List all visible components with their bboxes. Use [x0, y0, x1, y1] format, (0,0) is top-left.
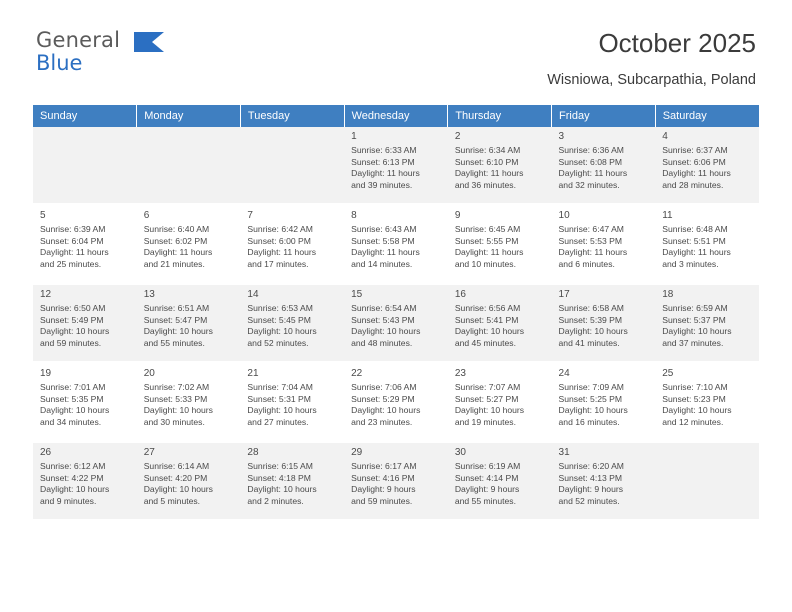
daylight-text: and 52 minutes. — [558, 495, 620, 506]
daylight-text: Daylight: 11 hours — [662, 168, 731, 179]
daylight-text: and 17 minutes. — [247, 258, 309, 269]
sunrise-text: Sunrise: 6:43 AM — [351, 224, 417, 234]
calendar-week-row — [33, 127, 759, 203]
sunset-text: Sunset: 5:43 PM — [351, 314, 415, 325]
daylight-text: Daylight: 10 hours — [143, 484, 213, 495]
sunset-text: Sunset: 4:13 PM — [558, 472, 623, 483]
daylight-text: and 2 minutes. — [247, 495, 304, 506]
daylight-text: and 52 minutes. — [247, 337, 309, 348]
calendar-day-cell — [448, 443, 552, 519]
calendar-day-cell — [33, 206, 137, 282]
day-number: 22 — [351, 368, 363, 379]
daylight-text: and 36 minutes. — [454, 179, 516, 190]
daylight-text: Daylight: 10 hours — [454, 405, 525, 416]
sunset-text: Sunset: 5:55 PM — [454, 235, 519, 246]
daylight-text: and 14 minutes. — [351, 258, 413, 269]
sun-calendar-table — [33, 105, 759, 520]
flag-icon — [132, 31, 166, 55]
sunset-text: Sunset: 5:27 PM — [454, 393, 519, 404]
sunrise-text: Sunrise: 7:04 AM — [247, 382, 313, 392]
day-number: 25 — [662, 368, 674, 379]
sunset-text: Sunset: 5:25 PM — [558, 393, 623, 404]
daylight-text: and 9 minutes. — [40, 495, 97, 506]
sunset-text: Sunset: 4:18 PM — [247, 472, 311, 483]
daylight-text: and 32 minutes. — [558, 179, 620, 190]
sunset-text: Sunset: 5:47 PM — [143, 314, 208, 325]
day-number: 27 — [143, 447, 155, 458]
sunset-text: Sunset: 6:08 PM — [558, 156, 623, 167]
sunrise-text: Sunrise: 6:42 AM — [247, 224, 313, 234]
day-number: 28 — [247, 447, 259, 458]
sunrise-text: Sunrise: 6:20 AM — [558, 461, 624, 471]
logo-text-general: General — [36, 28, 121, 52]
sunset-text: Sunset: 5:39 PM — [558, 314, 623, 325]
sunrise-text: Sunrise: 7:07 AM — [454, 382, 521, 392]
daylight-text: and 5 minutes. — [143, 495, 201, 506]
sunrise-text: Sunrise: 6:59 AM — [662, 303, 728, 313]
calendar-day-cell — [655, 285, 759, 361]
day-number: 13 — [143, 289, 155, 300]
sunset-text: Sunset: 6:13 PM — [351, 156, 415, 167]
sunset-text: Sunset: 6:02 PM — [143, 235, 208, 246]
sunrise-text: Sunrise: 6:15 AM — [247, 461, 313, 471]
sunrise-text: Sunrise: 6:50 AM — [40, 303, 106, 313]
sunrise-text: Sunrise: 6:40 AM — [143, 224, 210, 234]
calendar-day-cell — [552, 127, 656, 203]
day-number: 12 — [40, 289, 52, 300]
sunrise-text: Sunrise: 6:12 AM — [40, 461, 106, 471]
weekday-header-thursday: Thursday — [448, 105, 552, 127]
daylight-text: and 27 minutes. — [247, 416, 309, 427]
weekday-header-friday: Friday — [552, 105, 656, 127]
calendar-day-cell — [448, 364, 552, 440]
day-number: 8 — [351, 210, 357, 221]
sunset-text: Sunset: 5:23 PM — [662, 393, 726, 404]
day-number: 23 — [454, 368, 466, 379]
calendar-day-cell — [33, 285, 137, 361]
calendar-week-row — [33, 206, 759, 282]
daylight-text: Daylight: 11 hours — [454, 168, 524, 179]
daylight-text: and 23 minutes. — [351, 416, 413, 427]
calendar-day-cell — [655, 206, 759, 282]
daylight-text: Daylight: 11 hours — [558, 168, 628, 179]
day-number: 9 — [454, 210, 461, 221]
sunrise-text: Sunrise: 6:34 AM — [454, 145, 521, 155]
sunrise-text: Sunrise: 6:48 AM — [662, 224, 728, 234]
daylight-text: Daylight: 11 hours — [662, 247, 731, 258]
sunrise-text: Sunrise: 7:10 AM — [662, 382, 728, 392]
daylight-text: and 59 minutes. — [40, 337, 102, 348]
daylight-text: Daylight: 11 hours — [40, 247, 109, 258]
calendar-day-cell — [344, 285, 448, 361]
daylight-text: Daylight: 11 hours — [143, 247, 213, 258]
weekday-header-tuesday: Tuesday — [240, 105, 344, 127]
daylight-text: Daylight: 10 hours — [40, 405, 110, 416]
calendar-day-cell — [33, 443, 137, 519]
sunrise-text: Sunrise: 6:51 AM — [143, 303, 210, 313]
daylight-text: Daylight: 10 hours — [143, 405, 213, 416]
calendar-day-cell — [137, 364, 241, 440]
sunset-text: Sunset: 5:37 PM — [662, 314, 726, 325]
sunrise-text: Sunrise: 7:06 AM — [351, 382, 417, 392]
logo — [36, 30, 156, 76]
daylight-text: Daylight: 11 hours — [558, 247, 628, 258]
calendar-cell-empty — [655, 443, 759, 519]
sunrise-text: Sunrise: 6:54 AM — [351, 303, 417, 313]
calendar-week-row — [33, 364, 759, 440]
daylight-text: and 41 minutes. — [558, 337, 620, 348]
daylight-text: Daylight: 10 hours — [662, 405, 732, 416]
sunset-text: Sunset: 5:31 PM — [247, 393, 311, 404]
daylight-text: and 30 minutes. — [143, 416, 205, 427]
day-number: 15 — [351, 289, 363, 300]
day-number: 6 — [143, 210, 150, 221]
daylight-text: and 3 minutes. — [662, 258, 719, 269]
calendar-day-cell — [240, 285, 344, 361]
sunrise-text: Sunrise: 7:09 AM — [558, 382, 624, 392]
calendar-day-cell — [137, 285, 241, 361]
sunrise-text: Sunrise: 6:56 AM — [454, 303, 521, 313]
calendar-cell-empty — [33, 127, 137, 203]
calendar-day-cell — [137, 206, 241, 282]
calendar-body — [33, 127, 759, 519]
calendar-day-cell — [448, 206, 552, 282]
sunset-text: Sunset: 6:06 PM — [662, 156, 726, 167]
daylight-text: and 55 minutes. — [454, 495, 516, 506]
sunrise-text: Sunrise: 6:37 AM — [662, 145, 728, 155]
day-number: 21 — [247, 368, 259, 379]
sunrise-text: Sunrise: 6:47 AM — [558, 224, 624, 234]
sunset-text: Sunset: 5:51 PM — [662, 235, 726, 246]
day-number: 4 — [662, 131, 668, 142]
daylight-text: and 28 minutes. — [662, 179, 724, 190]
calendar-day-cell — [344, 443, 448, 519]
sunset-text: Sunset: 6:10 PM — [454, 156, 519, 167]
weekday-header-monday: Monday — [137, 105, 241, 127]
sunrise-text: Sunrise: 6:33 AM — [351, 145, 417, 155]
sunset-text: Sunset: 5:45 PM — [247, 314, 311, 325]
calendar-day-cell — [344, 364, 448, 440]
calendar-day-cell — [552, 443, 656, 519]
daylight-text: and 21 minutes. — [143, 258, 205, 269]
daylight-text: and 45 minutes. — [454, 337, 516, 348]
day-number: 29 — [351, 447, 363, 458]
daylight-text: Daylight: 11 hours — [454, 247, 524, 258]
sunrise-text: Sunrise: 6:19 AM — [454, 461, 521, 471]
calendar-day-cell — [137, 443, 241, 519]
daylight-text: Daylight: 10 hours — [247, 484, 317, 495]
daylight-text: Daylight: 11 hours — [351, 168, 420, 179]
calendar-day-cell — [552, 285, 656, 361]
sunset-text: Sunset: 4:22 PM — [40, 472, 104, 483]
daylight-text: Daylight: 10 hours — [247, 405, 317, 416]
daylight-text: Daylight: 11 hours — [247, 247, 317, 258]
sunrise-text: Sunrise: 6:45 AM — [454, 224, 521, 234]
weekday-header-wednesday: Wednesday — [344, 105, 448, 127]
weekday-header-row — [33, 105, 759, 127]
day-number: 14 — [247, 289, 259, 300]
calendar-day-cell — [448, 127, 552, 203]
sunset-text: Sunset: 6:00 PM — [247, 235, 311, 246]
daylight-text: and 19 minutes. — [454, 416, 516, 427]
day-number: 31 — [558, 447, 570, 458]
daylight-text: and 16 minutes. — [558, 416, 620, 427]
page-header — [0, 0, 792, 96]
sunrise-text: Sunrise: 6:53 AM — [247, 303, 313, 313]
day-number: 5 — [40, 210, 46, 221]
day-number: 30 — [454, 447, 466, 458]
sunrise-text: Sunrise: 6:17 AM — [351, 461, 417, 471]
daylight-text: and 59 minutes. — [351, 495, 413, 506]
daylight-text: Daylight: 10 hours — [40, 484, 110, 495]
daylight-text: Daylight: 9 hours — [558, 484, 624, 495]
sunrise-text: Sunrise: 7:01 AM — [40, 382, 106, 392]
calendar-day-cell — [655, 364, 759, 440]
daylight-text: and 25 minutes. — [40, 258, 102, 269]
day-number: 7 — [247, 210, 253, 221]
sunrise-text: Sunrise: 6:39 AM — [40, 224, 106, 234]
day-number: 18 — [662, 289, 674, 300]
logo-text-blue: Blue — [36, 51, 83, 75]
page-title: October 2025 — [598, 28, 756, 58]
sunrise-text: Sunrise: 6:58 AM — [558, 303, 624, 313]
day-number: 17 — [558, 289, 570, 300]
day-number: 3 — [558, 131, 565, 142]
calendar-day-cell — [33, 364, 137, 440]
sunset-text: Sunset: 4:20 PM — [143, 472, 208, 483]
calendar-day-cell — [240, 443, 344, 519]
daylight-text: and 12 minutes. — [662, 416, 724, 427]
daylight-text: Daylight: 10 hours — [662, 326, 732, 337]
sunset-text: Sunset: 5:33 PM — [143, 393, 208, 404]
daylight-text: and 39 minutes. — [351, 179, 413, 190]
location-subtitle: Wisniowa, Subcarpathia, Poland — [547, 72, 756, 88]
sunset-text: Sunset: 4:16 PM — [351, 472, 415, 483]
daylight-text: and 55 minutes. — [143, 337, 205, 348]
sunrise-text: Sunrise: 6:36 AM — [558, 145, 624, 155]
calendar-day-cell — [240, 364, 344, 440]
daylight-text: Daylight: 10 hours — [247, 326, 317, 337]
day-number: 24 — [558, 368, 570, 379]
daylight-text: and 34 minutes. — [40, 416, 102, 427]
calendar-day-cell — [552, 206, 656, 282]
calendar-day-cell — [552, 364, 656, 440]
daylight-text: and 37 minutes. — [662, 337, 724, 348]
calendar-week-row — [33, 285, 759, 361]
sunset-text: Sunset: 5:41 PM — [454, 314, 519, 325]
day-number: 10 — [558, 210, 570, 221]
sunset-text: Sunset: 5:29 PM — [351, 393, 415, 404]
day-number: 16 — [454, 289, 466, 300]
sunset-text: Sunset: 4:14 PM — [454, 472, 519, 483]
daylight-text: Daylight: 10 hours — [454, 326, 525, 337]
daylight-text: Daylight: 10 hours — [40, 326, 110, 337]
daylight-text: and 6 minutes. — [558, 258, 615, 269]
calendar-day-cell — [448, 285, 552, 361]
daylight-text: Daylight: 10 hours — [558, 405, 628, 416]
daylight-text: and 10 minutes. — [454, 258, 516, 269]
calendar-day-cell — [655, 127, 759, 203]
sunset-text: Sunset: 5:53 PM — [558, 235, 623, 246]
sunset-text: Sunset: 5:35 PM — [40, 393, 104, 404]
calendar-cell-empty — [137, 127, 241, 203]
weekday-header-saturday: Saturday — [655, 105, 759, 127]
sunrise-text: Sunrise: 6:14 AM — [143, 461, 210, 471]
day-number: 1 — [351, 131, 357, 142]
day-number: 2 — [454, 131, 461, 142]
calendar-day-cell — [344, 127, 448, 203]
calendar-cell-empty — [240, 127, 344, 203]
sunset-text: Sunset: 6:04 PM — [40, 235, 104, 246]
daylight-text: Daylight: 10 hours — [351, 326, 421, 337]
daylight-text: Daylight: 9 hours — [351, 484, 416, 495]
calendar-day-cell — [344, 206, 448, 282]
calendar-day-cell — [240, 206, 344, 282]
calendar-week-row — [33, 443, 759, 519]
day-number: 20 — [143, 368, 155, 379]
sunset-text: Sunset: 5:58 PM — [351, 235, 415, 246]
daylight-text: Daylight: 10 hours — [558, 326, 628, 337]
daylight-text: Daylight: 10 hours — [351, 405, 421, 416]
daylight-text: Daylight: 10 hours — [143, 326, 213, 337]
day-number: 19 — [40, 368, 52, 379]
sunset-text: Sunset: 5:49 PM — [40, 314, 104, 325]
day-number: 26 — [40, 447, 52, 458]
day-number: 11 — [662, 210, 673, 221]
daylight-text: Daylight: 9 hours — [454, 484, 520, 495]
daylight-text: Daylight: 11 hours — [351, 247, 420, 258]
daylight-text: and 48 minutes. — [351, 337, 413, 348]
sunrise-text: Sunrise: 7:02 AM — [143, 382, 210, 392]
weekday-header-sunday: Sunday — [33, 105, 137, 127]
